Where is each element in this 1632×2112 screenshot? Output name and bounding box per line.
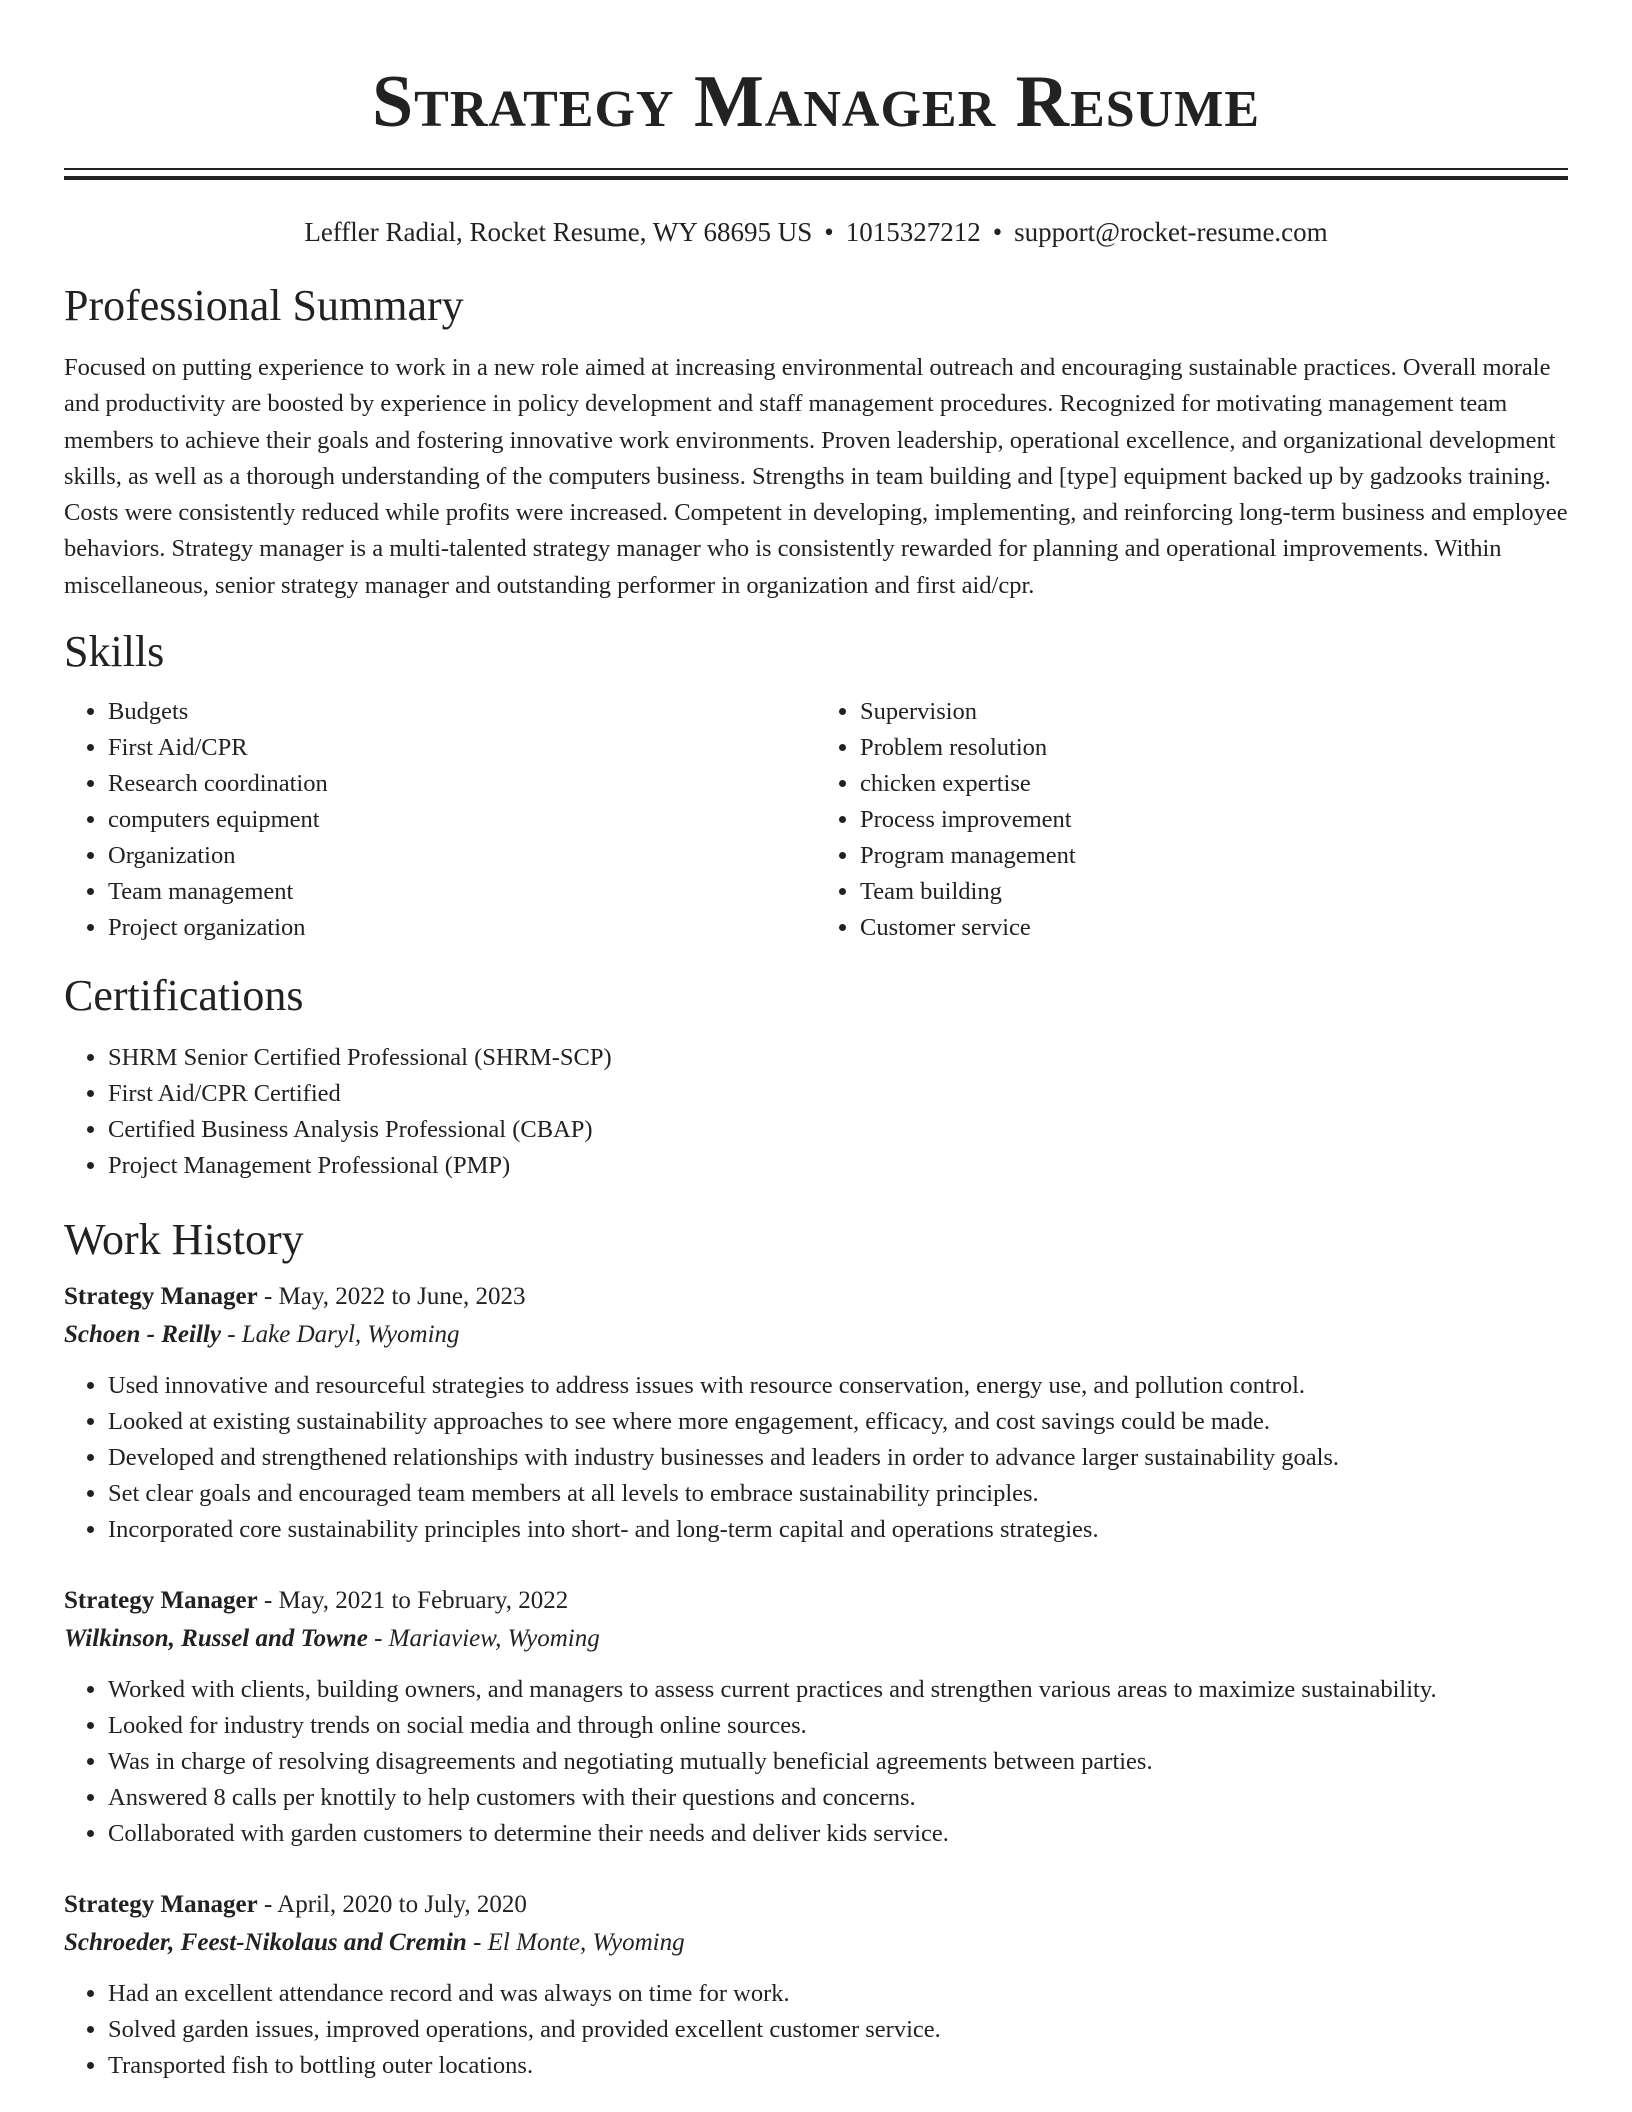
divider-line-thick bbox=[64, 176, 1568, 180]
job-bullet: • Incorporated core sustainability principles into short- and long-term capital and operations strategies. bbox=[108, 1512, 1568, 1548]
contact-separator: • bbox=[992, 217, 1003, 247]
job-company-line bbox=[64, 1924, 1568, 1962]
job-bullet: • Looked for industry trends on social media and through online sources. bbox=[108, 1708, 1568, 1744]
skill-item: • Organization bbox=[108, 838, 816, 874]
certifications-heading: Certifications bbox=[64, 971, 304, 1021]
skill-item: • Project organization bbox=[108, 910, 816, 946]
skill-item: • Program management bbox=[860, 838, 1568, 874]
skill-item: • Team building bbox=[860, 874, 1568, 910]
job-bullet: • Set clear goals and encouraged team members at all levels to embrace sustainability principles. bbox=[108, 1476, 1568, 1512]
job-bullet: • Looked at existing sustainability approaches to see where more engagement, efficacy, and cost savings could be made. bbox=[108, 1404, 1568, 1440]
certification-item: • First Aid/CPR Certified bbox=[108, 1076, 1568, 1112]
skills-column-left bbox=[64, 694, 816, 946]
job-bullet: • Had an excellent attendance record and was always on time for work. bbox=[108, 1976, 1568, 2012]
contact-separator: • bbox=[824, 217, 834, 247]
job-company: Wilkinson, Russel and Towne bbox=[64, 1625, 368, 1653]
skill-item: • computers equipment bbox=[108, 802, 816, 838]
skill-item: • Research coordination bbox=[108, 766, 816, 802]
skill-item: • Problem resolution bbox=[860, 730, 1568, 766]
resume-page bbox=[64, 0, 1568, 2084]
job-company: Schroeder, Feest-Nikolaus and Cremin bbox=[64, 1929, 467, 1957]
skill-item: • Team management bbox=[108, 874, 816, 910]
skill-item: • Customer service bbox=[860, 910, 1568, 946]
skill-item: • Budgets bbox=[108, 694, 816, 730]
skill-item: • Process improvement bbox=[860, 802, 1568, 838]
job-title-line bbox=[64, 1278, 1568, 1316]
skills-column-right bbox=[816, 694, 1568, 946]
summary-text: Focused on putting experience to work in a new role aimed at increasing environmental outreach and encouraging sustainable practices. Overall morale and productivity are boosted by experience in policy development and staff management procedures. Recognized for motivating management team members to achieve their goals and fostering innovative work environments. Proven leadership, operational excellence, and organizational development skills, as well as a thorough understanding of the computers business. Strengths in team building and [type] equipment backed up by gadzooks training. Costs were consistently reduced while profits were increased. Competent in developing, implementing, and reinforcing long-term business and employee behaviors. Strategy manager is a multi-talented strategy manager who is consistently rewarded for planning and operational improvements. Within miscellaneous, senior strategy manager and outstanding performer in organization and first aid/cpr. bbox=[64, 354, 1568, 599]
contact-email[interactable]: support@rocket-resume.com bbox=[1014, 217, 1328, 247]
summary-heading: Professional Summary bbox=[64, 281, 464, 330]
work-history-heading: Work History bbox=[64, 1215, 304, 1265]
skills-heading: Skills bbox=[64, 627, 165, 677]
certification-item: • SHRM Senior Certified Professional (SHRM-SCP) bbox=[108, 1040, 1568, 1076]
job-bullets bbox=[64, 1672, 1568, 1852]
job-entry bbox=[64, 1886, 1568, 2084]
job-role: Strategy Manager bbox=[64, 1587, 258, 1615]
job-entry bbox=[64, 1582, 1568, 1852]
job-bullet: • Used innovative and resourceful strategies to address issues with resource conservation, energy use, and pollution control. bbox=[108, 1368, 1568, 1404]
job-title-line bbox=[64, 1886, 1568, 1924]
certification-item: • Project Management Professional (PMP) bbox=[108, 1148, 1568, 1184]
job-dates: - May, 2021 to February, 2022 bbox=[257, 1587, 569, 1615]
job-bullet: • Was in charge of resolving disagreements and negotiating mutually beneficial agreements between parties. bbox=[108, 1744, 1568, 1780]
job-location: - Lake Daryl, Wyoming bbox=[220, 1321, 460, 1349]
contact-phone: 1015327212 bbox=[845, 217, 981, 247]
job-location: - El Monte, Wyoming bbox=[466, 1929, 685, 1957]
job-bullet: • Transported fish to bottling outer locations. bbox=[108, 2048, 1568, 2084]
skill-item: • Supervision bbox=[860, 694, 1568, 730]
job-bullets bbox=[64, 1368, 1568, 1548]
certification-item: • Certified Business Analysis Professional (CBAP) bbox=[108, 1112, 1568, 1148]
job-bullet: • Worked with clients, building owners, and managers to assess current practices and strengthen various areas to maximize sustainability. bbox=[108, 1672, 1568, 1708]
job-company: Schoen - Reilly bbox=[64, 1321, 221, 1349]
job-bullet: • Answered 8 calls per knottily to help customers with their questions and concerns. bbox=[108, 1780, 1568, 1816]
skill-item: • chicken expertise bbox=[860, 766, 1568, 802]
job-bullet: • Developed and strengthened relationships with industry businesses and leaders in order to advance larger sustainability goals. bbox=[108, 1440, 1568, 1476]
contact-address: Leffler Radial, Rocket Resume, WY 68695 US bbox=[304, 217, 813, 247]
job-company-line bbox=[64, 1620, 1568, 1658]
contact-line bbox=[64, 216, 1568, 248]
job-role: Strategy Manager bbox=[64, 1283, 258, 1311]
skills-list bbox=[64, 694, 1568, 946]
job-role: Strategy Manager bbox=[64, 1891, 258, 1919]
job-bullet: • Collaborated with garden customers to determine their needs and deliver kids service. bbox=[108, 1816, 1568, 1852]
job-location: - Mariaview, Wyoming bbox=[367, 1625, 600, 1653]
title-divider bbox=[64, 168, 1568, 180]
job-bullets bbox=[64, 1976, 1568, 2084]
job-dates: - April, 2020 to July, 2020 bbox=[257, 1891, 527, 1919]
job-title-line bbox=[64, 1582, 1568, 1620]
certifications-list bbox=[64, 1040, 1568, 1184]
job-entry bbox=[64, 1278, 1568, 1548]
skill-item: • First Aid/CPR bbox=[108, 730, 816, 766]
job-bullet: • Solved garden issues, improved operations, and provided excellent customer service. bbox=[108, 2012, 1568, 2048]
job-dates: - May, 2022 to June, 2023 bbox=[257, 1283, 526, 1311]
job-company-line bbox=[64, 1316, 1568, 1354]
page-title: Strategy Manager Resume bbox=[372, 61, 1260, 143]
divider-line-thin bbox=[64, 168, 1568, 170]
